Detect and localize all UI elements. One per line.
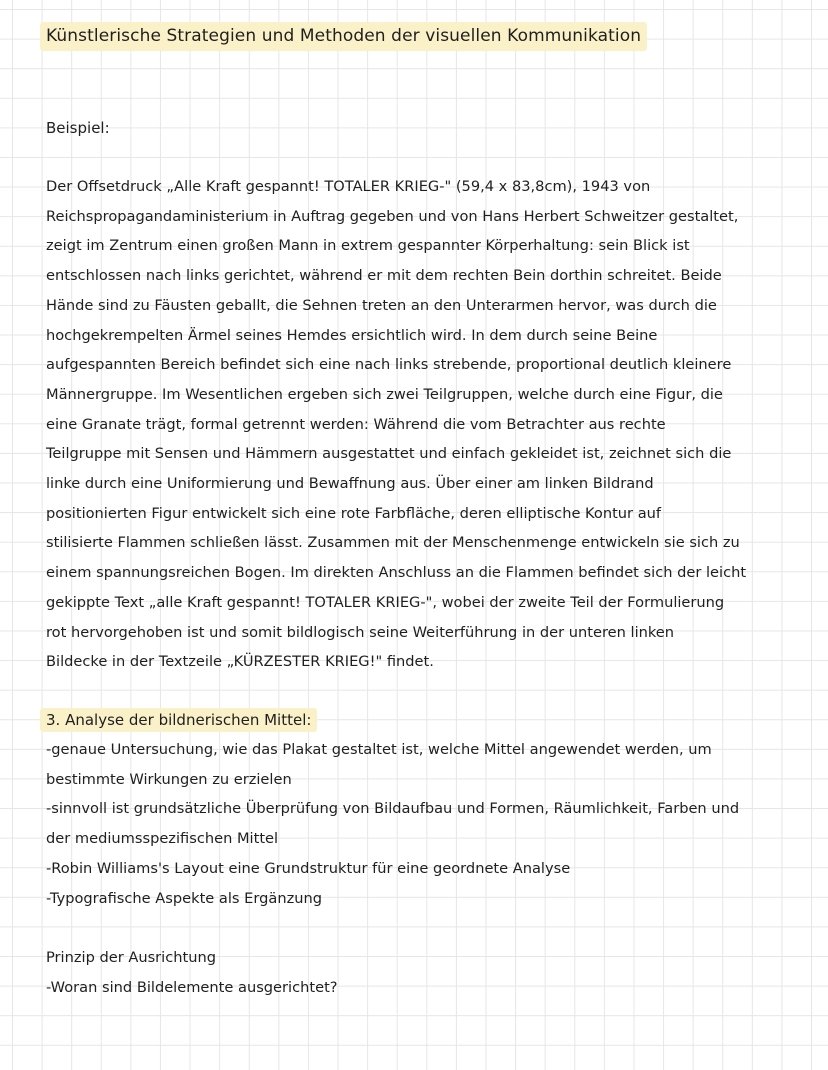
- analysis-list: [46, 735, 786, 913]
- list-item: -sinnvoll ist grundsätzliche Überprüfung von Bildaufbau und Formen, Räumlichkeit, Farben und: [46, 800, 740, 818]
- paragraph-line: zeigt im Zentrum einen großen Mann in extrem gespannter Körperhaltung: sein Blick ist: [46, 237, 690, 255]
- section-heading: 3. Analyse der bildnerischen Mittel:: [40, 708, 317, 732]
- paragraph-line: Bildecke in der Textzeile „KÜRZESTER KRIEG!" findet.: [46, 653, 434, 671]
- paragraph-line: linke durch eine Uniformierung und Bewaffnung aus. Über einer am linken Bildrand: [46, 475, 654, 493]
- paragraph-line: eine Granate trägt, formal getrennt werden: Während die vom Betrachter aus rechte: [46, 415, 666, 433]
- list-item: der mediumsspezifischen Mittel: [46, 830, 279, 848]
- paragraph-line: entschlossen nach links gerichtet, während er mit dem rechten Bein dorthin schreitet. Beide: [46, 267, 722, 285]
- paragraph-line: Männergruppe. Im Wesentlichen ergeben sich zwei Teilgruppen, welche durch eine Figur, die: [46, 385, 723, 403]
- list-item: -genaue Untersuchung, wie das Plakat gestaltet ist, welche Mittel angewendet werden, um: [46, 741, 712, 758]
- paragraph-line: einem spannungsreichen Bogen. Im direkten Anschluss an die Flammen befindet sich der leicht: [46, 564, 747, 582]
- example-paragraph: [46, 172, 786, 677]
- paragraph-line: Hände sind zu Fäusten geballt, die Sehnen treten an den Unterarmen hervor, was durch die: [46, 296, 717, 314]
- paragraph-line: hochgekrempelten Ärmel seines Hemdes ersichtlich wird. In dem durch seine Beine: [46, 326, 658, 344]
- paragraph-line: rot hervorgehoben ist und somit bildlogisch seine Weiterführung in der unteren linken: [46, 623, 675, 641]
- principle-question: -Woran sind Bildelemente ausgerichtet?: [46, 978, 338, 996]
- paragraph-line: Reichspropagandaministerium in Auftrag gegeben und von Hans Herbert Schweitzer gestaltet,: [46, 207, 739, 225]
- principle-block: [46, 943, 338, 1002]
- page-title: Künstlerische Strategien und Methoden der visuellen Kommunikation: [40, 22, 647, 51]
- paragraph-line: positionierten Figur entwickelt sich eine rote Farbfläche, deren elliptische Kontur auf: [46, 504, 662, 522]
- paragraph-line: gekippte Text „alle Kraft gespannt! TOTALER KRIEG-", wobei der zweite Teil der Formulierung: [46, 593, 725, 611]
- paragraph-line: Der Offsetdruck „Alle Kraft gespannt! TOTALER KRIEG-" (59,4 x 83,8cm), 1943 von: [46, 178, 651, 195]
- paragraph-line: stilisierte Flammen schließen lässt. Zusammen mit der Menschenmenge entwickeln sie sich zu: [46, 534, 740, 552]
- example-label: Beispiel:: [46, 119, 110, 137]
- list-item: bestimmte Wirkungen zu erzielen: [46, 770, 292, 788]
- paragraph-line: aufgespannten Bereich befindet sich eine nach links strebende, proportional deutlich kleinere: [46, 356, 732, 374]
- list-item: -Robin Williams's Layout eine Grundstruktur für eine geordnete Analyse: [46, 859, 571, 877]
- list-item: -Typografische Aspekte als Ergänzung: [46, 889, 322, 907]
- paragraph-line: Teilgruppe mit Sensen und Hämmern ausgestattet und einfach gekleidet ist, zeichnet sich die: [46, 445, 732, 463]
- principle-heading: Prinzip der Ausrichtung: [46, 949, 216, 966]
